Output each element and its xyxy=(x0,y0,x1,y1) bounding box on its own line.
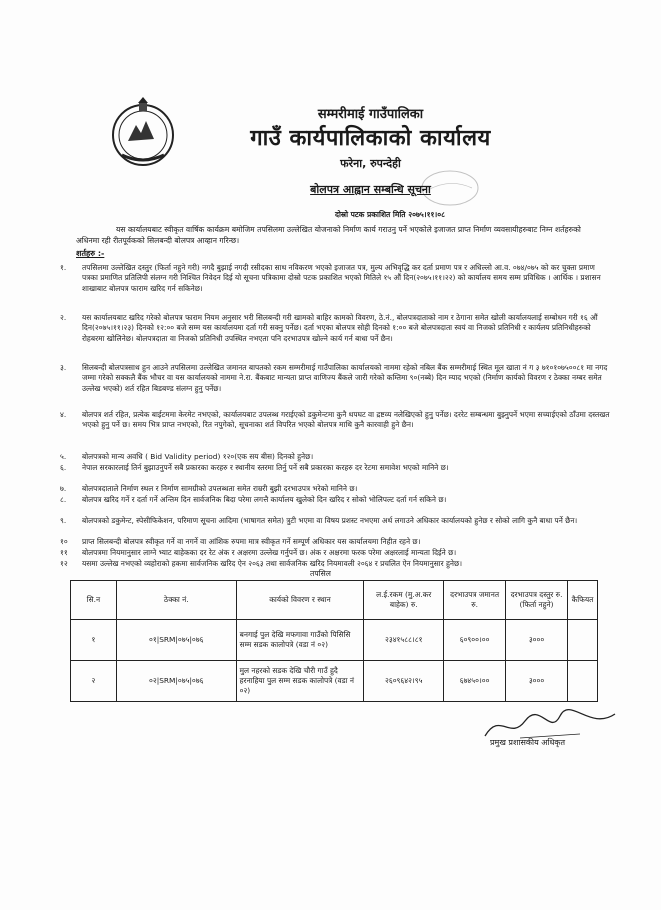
col-header-fee: दरभाउपत्र दस्तुर रु. (फिर्ता नहुने) xyxy=(506,581,568,620)
col-header-estimate: ल.ई.रकम (मु.अ.कर बाहेक) रु. xyxy=(364,581,444,620)
municipality-name: सम्मरीमाई गाउँपालिका xyxy=(317,107,424,122)
condition-text: बोलपत्र खरिद गर्ने र दर्ता गर्ने अन्तिम दिन सार्वजनिक बिदा परेमा लगत्तै कार्यालय खुलेको दिन खरिद र सोको भोलिपल्ट दर्ता गर्न सकिने छ। xyxy=(82,495,447,504)
col-header-description: कार्यको विवरण र स्थान xyxy=(236,581,364,620)
office-title: गाउँ कार्यपालिकाको कार्यालय xyxy=(250,126,491,151)
condition-number: ६. xyxy=(60,463,67,472)
cell-estimate: २३४१५८८।८१ xyxy=(364,620,444,661)
signatory-title: प्रमुख प्रशासकीय अधिकृत xyxy=(490,738,566,747)
condition-number: ९. xyxy=(60,516,67,525)
contract-table xyxy=(70,580,598,702)
condition-number: ८. xyxy=(60,495,67,504)
col-header-remarks: कैफियत xyxy=(567,581,597,620)
condition-number: १. xyxy=(60,263,67,272)
cell-estimate: २६०९६४२।९५ xyxy=(364,661,444,702)
cell-contract-no: ०२|SRM|०७५|०७६ xyxy=(116,661,236,702)
condition-text: बोलपत्रदाताले निर्माण स्थल र निर्माण सामग्रीको उपलब्धता समेत राम्ररी बुझी दरभाउपत्र भरेको मानिने छ। xyxy=(82,484,358,493)
conditions-title: शर्तहरु :- xyxy=(76,249,105,258)
cell-remarks xyxy=(567,620,597,661)
cell-description: मुल नहरको सडक देखि चौरी गाउँ हुदै हरनाहिया पुल सम्म सडक कालोपत्रे (वडा नं ०२) xyxy=(236,661,364,702)
notice-title: बोलपत्र आह्वान सम्बन्धि सूचना xyxy=(310,183,431,196)
cell-fee: ३००० xyxy=(506,620,568,661)
condition-number: ४. xyxy=(60,410,67,419)
condition-text: यसमा उल्लेख नभएको व्यहोराको हकमा सार्वजनिक खरिद ऐन २०६३ तथा सार्वजनिक खरिद नियमावली २०६४ र प्रचलित ऐन नियमानुसार हुनेछ। xyxy=(82,559,463,568)
condition-text: बोलपत्रमा नियमानुसार लाग्ने भ्याट बाहेकका दर रेट अंक र अक्षरमा उल्लेख गर्नुपर्ने छ। अंक र अक्षरमा फरक परेमा अक्षरलाई मान्यता दिईने छ। xyxy=(82,548,457,557)
condition-text: प्राप्त सिलबन्दी बोलपत्र स्वीकृत गर्ने वा नगर्ने वा आंशिक रुपमा मात्र स्वीकृत गर्ने सम्पूर्ण अधिकार यस कार्यालयमा निहीत रहने छ। xyxy=(82,537,421,546)
table-caption: तपसिल xyxy=(310,569,331,578)
cell-fee: ३००० xyxy=(506,661,568,702)
condition-text: सिलबन्दी बोलपत्रसाथ हुन आउने तपसिलमा उल्लेखित जमानत बापतको रकम सम्मरीमाई गाउँपालिका कार्यालयको नाममा रहेको नबिल बैंक सम्मरीमाई स्थित मूल खाता नं ग ३ ७१०१०७५००८१ मा नगद जम्मा गरेको सक्कलै बैंक भौचर वा यस कार्यालयको नाममा ने.रा. बैंकबाट मान्यता प्राप्त वाणिज्य बैंकले जारी गरेको कम्तिमा ९०(नब्बे) दिन म्याद भएको (निर्माण कार्यको विवरण र ठेक्का नम्बर समेत उल्लेख भएको) शर्त रहित बिडबण्ड संलग्न हुनु पर्नेछ। xyxy=(82,363,608,393)
col-header-contract-no: ठेक्का नं. xyxy=(116,581,236,620)
cell-contract-no: ०१|SRM|०७५|०७६ xyxy=(116,620,236,661)
condition-text: बोलपत्रको डकुमेन्ट, स्पेसीफिकेशन, परिमाण सूचना आदिमा (भाषागत समेत) त्रुटी भएमा वा विषय प्रशस्ट नभएमा अर्थ लगाउने अधिकार कार्यालयको हुनेछ र सोको लागि कुनै बाधा पर्ने छैन। xyxy=(82,516,578,525)
col-header-sn: सि.न xyxy=(71,581,117,620)
cell-sn: १ xyxy=(71,620,117,661)
cell-bid-security: ६७४५०।०० xyxy=(444,661,506,702)
col-header-bid-security: दरभाउपत्र जमानत रु. xyxy=(444,581,506,620)
cell-sn: २ xyxy=(71,661,117,702)
condition-number: ७. xyxy=(60,484,67,493)
condition-text: तपसिलमा उल्लेखित दस्तुर (फिर्ता नहुने गरी) नगदै बुझाई नगदी रसीदका साथ नविकरण भएको इजाजत पत्र, मुल्य अभिवृद्धि कर दर्ता प्रमाण पत्र र अधिल्लो आ.व. ०७४/०७५ को कर चुक्ता प्रमाण पत्रका प्रमाणित प्रतिलिपी संलग्न गरी निश्चित निवेदन दिई यो सूचना पत्रिकामा दोस्रो पटक प्रकाशित भएको मितिले १५ औं दिन(२०७५।११।२२) को कार्यालय समय सम्म प्रविधिक । आर्थिक । प्रशासन शाखाबाट बोलपत्र फाराम खरिद गर्न सकिनेछ। xyxy=(82,263,601,293)
office-address: फरेना, रुपन्देही xyxy=(340,157,401,170)
condition-text: बोलपत्रको मान्य अवधि ( Bid Validity period) १२०(एक सय बीस) दिनको हुनेछ। xyxy=(82,452,314,461)
condition-number: १० xyxy=(60,537,68,546)
publication-date: दोस्रो पटक प्रकाशित मिति २०७५।११।०८ xyxy=(335,210,446,219)
condition-number: ३. xyxy=(60,363,67,372)
condition-number: १२ xyxy=(60,559,68,568)
table-header-row xyxy=(71,581,598,620)
condition-number: ५. xyxy=(60,452,67,461)
table-row xyxy=(71,661,598,702)
cell-description: बनगाई पुल देखि मफगावा गाउँको पिसिसि सम्म सडक कालोपत्रे (वडा नं ०२) xyxy=(236,620,364,661)
intro-paragraph: यस कार्यालयबाट स्वीकृत वार्षिक कार्यक्रम बमोजिम तपसिलमा उल्लेखित योजनाको निर्माण कार्य गराउनु पर्ने भएकोले इजाजत प्राप्त निर्माण व्यवसायीहरुबाट निम्न शर्तहरुको अधिनमा रही रीतपूर्वकको सिलबन्दी बोलपत्र आव्हान गरिन्छ। xyxy=(76,225,581,245)
condition-text: नेपाल सरकारलाई तिर्न बुझाउनुपर्ने सबै प्रकारका करहरु र स्थानीय स्तरमा तिर्नु पर्ने सबै प्रकारका करहरु दर रेटमा समावेश भएको मानिने छ। xyxy=(82,463,449,472)
table-row xyxy=(71,620,598,661)
condition-text: यस कार्यालयबाट खरिद गरेको बोलपत्र फाराम नियम अनुसार भरी सिलबन्दी गरी खामको बाहिर कामको विवरण, ठे.नं., बोलपत्रदाताको नाम र ठेगाना समेत खोली कार्यालयलाई सम्बोधन गरी १६ औं दिन(२०७५।११।२३) दिनको १२:०० बजे सम्म यस कार्यालयमा दर्ता गरी सक्नु पर्नेछ। दर्ता भएका बोलपत्र सोही दिनको १:०० बजे बोलपत्रदाता स्वयं वा निजको प्रतिनिधी र कार्यलय प्रतिनिधीहरुको रोहबरमा खोलिनेछ। बोलपत्रदाता वा निजको प्रतिनिधी उपस्थित नभएता पनि दरभाउपत्र खोल्ने कार्य गर्न बाधा पर्ने छैन। xyxy=(82,313,598,343)
cell-bid-security: ६०९००।०० xyxy=(444,620,506,661)
condition-text: बोलपत्र शर्त रहित, प्रत्येक बाईटममा केरमेट नभएको, कार्यालयबाट उपलब्ध गराईएको डकुमेन्टमा कुनै थपघट वा द्रष्टव्य नलेखिएको हुनु पर्नेछ। दररेट सम्बन्धमा बुझ्नुपर्ने भएमा सच्याईएको ठाँउमा दस्तखत भएको हुनु पर्ने छ। समय भित्र प्राप्त नभएको, रित नपुगेको, सूचनाका शर्त विपरित भएको बोलपत्र माथि कुनै कारवाही हुने छैन। xyxy=(82,410,610,430)
condition-number: २. xyxy=(60,313,67,322)
condition-number: ११ xyxy=(60,548,68,557)
cell-remarks xyxy=(567,661,597,702)
